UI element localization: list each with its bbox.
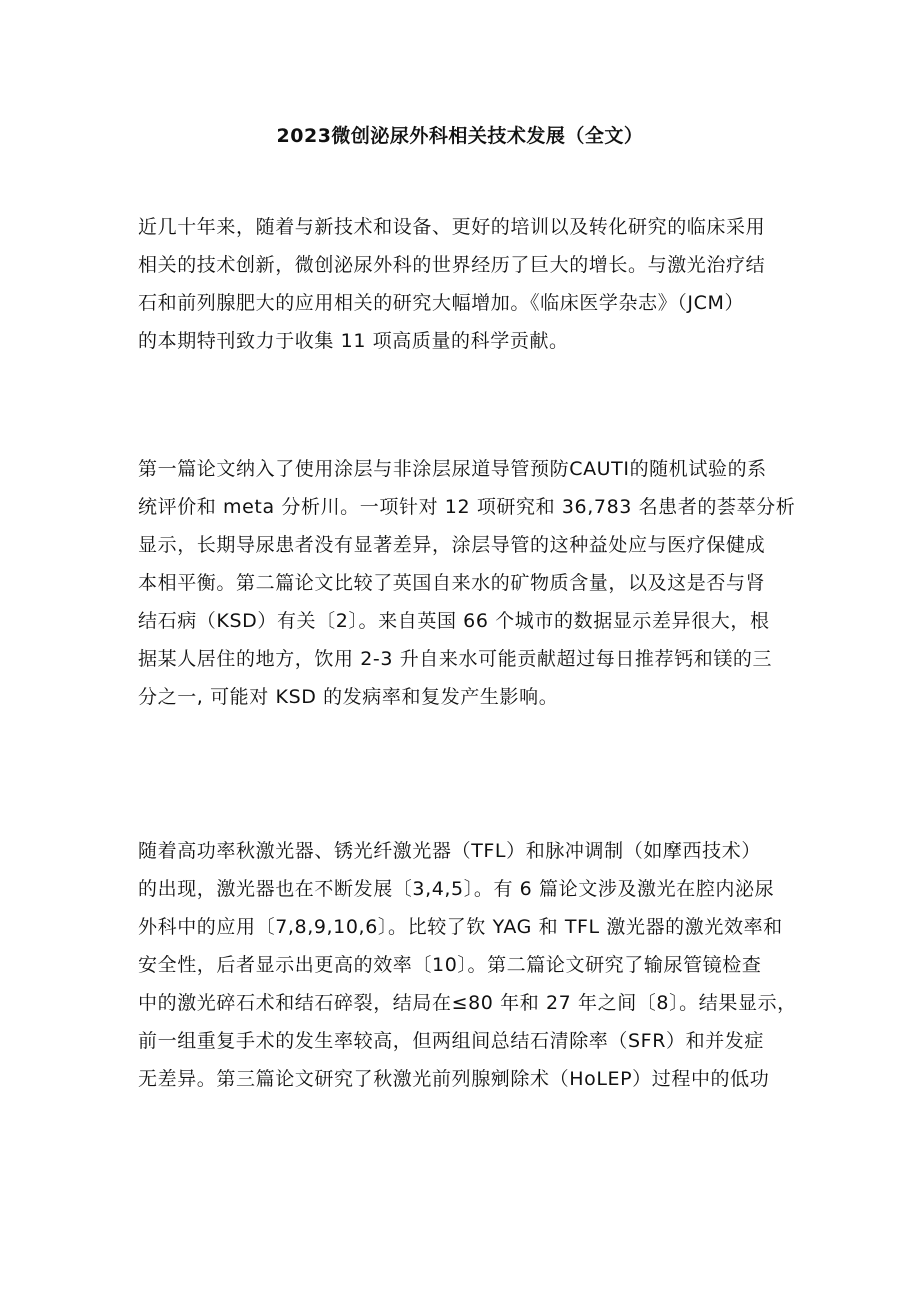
paragraph-line: 第一篇论文纳入了使用涂层与非涂层尿道导管预防CAUTI的随机试验的系 — [138, 458, 767, 480]
paragraph-line: 随着高功率秋激光器、锈光纤激光器（TFL）和脉冲调制（如摩西技术） — [138, 840, 761, 862]
paragraph-line: 的出现，激光器也在不断发展〔3,4,5〕。有 6 篇论文涉及激光在腔内泌尿 — [138, 878, 775, 900]
paragraph-line: 无差异。第三篇论文研究了秋激光前列腺剜除术（HoLEP）过程中的低功 — [138, 1068, 770, 1090]
paragraph-line: 安全性，后者显示出更高的效率〔10〕。第二篇论文研究了输尿管镜检查 — [138, 954, 762, 976]
paragraph-line: 显示，长期导尿患者没有显著差异，涂层导管的这种益处应与医疗保健成 — [138, 534, 766, 556]
paragraph-line: 结石病（KSD）有关〔2〕。来自英国 66 个城市的数据显示差异很大，根 — [138, 610, 770, 632]
paragraph-line: 石和前列腺肥大的应用相关的研究大幅增加。《临床医学杂志》（JCM） — [138, 292, 745, 314]
paragraph-line: 相关的技术创新，微创泌尿外科的世界经历了巨大的增长。与激光治疗结 — [138, 254, 766, 276]
document-title: 2023微创泌尿外科相关技术发展（全文） — [276, 125, 644, 147]
paragraph-line: 据某人居住的地方，饮用 2-3 升自来水可能贡献超过每日推荐钙和镁的三 — [138, 648, 773, 670]
paragraph-1 — [138, 208, 798, 360]
paragraph-line: 分之一, 可能对 KSD 的发病率和复发产生影响。 — [138, 686, 559, 708]
paragraph-2 — [138, 450, 798, 716]
paragraph-line: 前一组重复手术的发生率较高，但两组间总结石清除率（SFR）和并发症 — [138, 1030, 764, 1052]
paragraph-line: 近几十年来，随着与新技术和设备、更好的培训以及转化研究的临床采用 — [138, 216, 766, 238]
paragraph-line: 本相平衡。第二篇论文比较了英国自来水的矿物质含量，以及这是否与肾 — [138, 572, 766, 594]
paragraph-line: 的本期特刊致力于收集 11 项高质量的科学贡献。 — [138, 330, 569, 352]
paragraph-3 — [138, 832, 798, 1098]
paragraph-line: 统评价和 meta 分析川。一项针对 12 项研究和 36,783 名患者的荟萃分析 — [138, 496, 796, 518]
paragraph-line: 中的激光碎石术和结石碎裂，结局在≤80 年和 27 年之间〔8〕。结果显示， — [138, 992, 797, 1014]
paragraph-line: 外科中的应用〔7,8,9,10,6〕。比较了钦 YAG 和 TFL 激光器的激光效率和 — [138, 916, 783, 938]
